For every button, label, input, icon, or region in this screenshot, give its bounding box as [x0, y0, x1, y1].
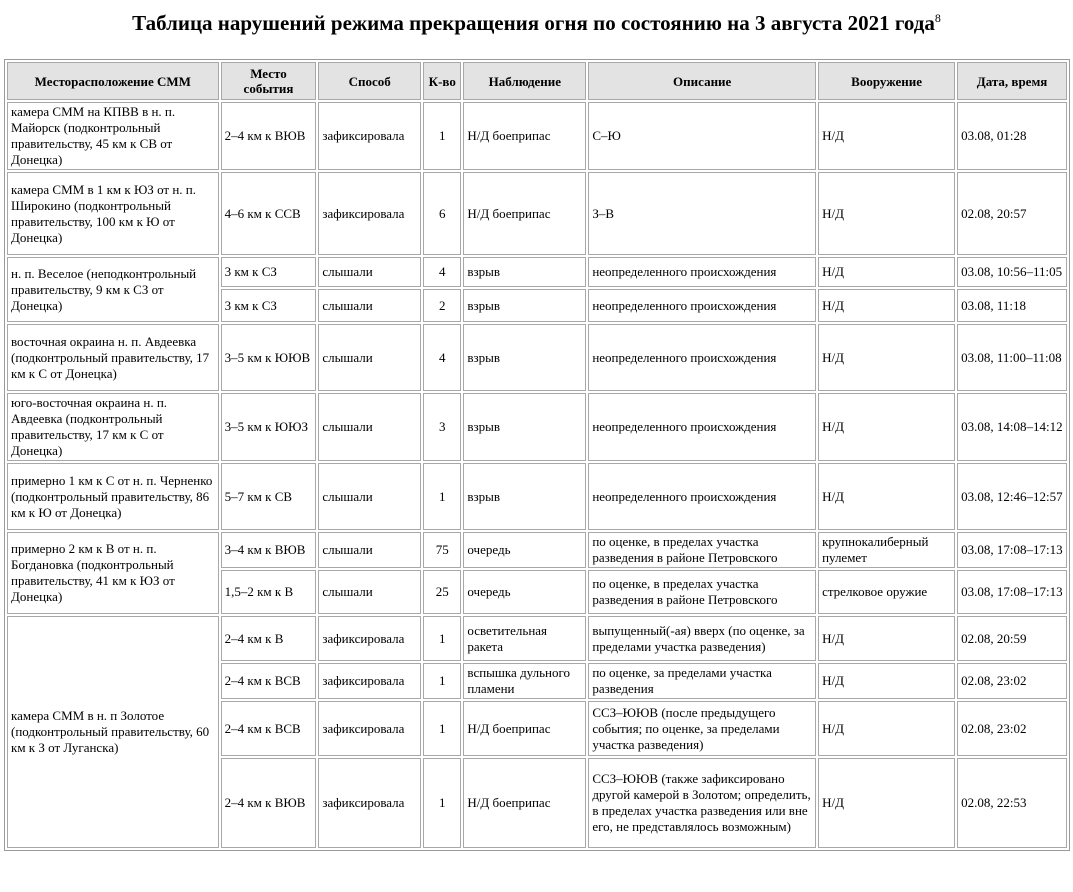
table-row — [7, 393, 1067, 461]
cell-location: камера СММ в н. п Золотое (подконтрольный правительству, 60 км к З от Луганска) — [7, 616, 219, 848]
cell-observation: взрыв — [463, 324, 586, 391]
cell-count: 1 — [423, 758, 461, 848]
cell-place: 2–4 км к ВСВ — [221, 663, 317, 699]
header-method: Способ — [318, 62, 421, 100]
cell-description: ССЗ–ЮЮВ (также зафиксировано другой камерой в Золотом; определить, в пределах участка разведения или вне его, не представлялось возможным) — [588, 758, 816, 848]
cell-observation: взрыв — [463, 463, 586, 530]
table-header-row — [7, 62, 1067, 100]
footnote-marker[interactable]: 8 — [934, 11, 941, 25]
cell-description: неопределенного происхождения — [588, 463, 816, 530]
cell-observation: взрыв — [463, 257, 586, 287]
cell-method: зафиксировала — [318, 758, 421, 848]
cell-place: 5–7 км к СВ — [221, 463, 317, 530]
table-row — [7, 102, 1067, 170]
header-datetime: Дата, время — [957, 62, 1067, 100]
cell-method: зафиксировала — [318, 663, 421, 699]
cell-count: 6 — [423, 172, 461, 255]
cell-observation: очередь — [463, 570, 586, 614]
page-title — [0, 10, 1073, 36]
header-weapon: Вооружение — [818, 62, 955, 100]
cell-location: примерно 2 км к В от н. п. Богдановка (подконтрольный правительству, 41 км к ЮЗ от Донецка) — [7, 532, 219, 614]
cell-method: слышали — [318, 289, 421, 322]
cell-place: 3–4 км к ВЮВ — [221, 532, 317, 568]
cell-weapon: Н/Д — [818, 172, 955, 255]
cell-method: слышали — [318, 257, 421, 287]
cell-count: 1 — [423, 663, 461, 699]
cell-count: 4 — [423, 257, 461, 287]
table-body — [7, 102, 1067, 848]
cell-description: неопределенного происхождения — [588, 393, 816, 461]
cell-observation: Н/Д боеприпас — [463, 758, 586, 848]
cell-method: зафиксировала — [318, 102, 421, 170]
cell-count: 3 — [423, 393, 461, 461]
cell-weapon: Н/Д — [818, 324, 955, 391]
cell-place: 2–4 км к ВСВ — [221, 701, 317, 756]
cell-observation: очередь — [463, 532, 586, 568]
cell-place: 3–5 км к ЮЮЗ — [221, 393, 317, 461]
cell-description: неопределенного происхождения — [588, 257, 816, 287]
header-count: К-во — [423, 62, 461, 100]
cell-datetime: 03.08, 14:08–14:12 — [957, 393, 1067, 461]
cell-weapon: Н/Д — [818, 289, 955, 322]
cell-weapon: Н/Д — [818, 663, 955, 699]
cell-description: неопределенного происхождения — [588, 289, 816, 322]
cell-method: зафиксировала — [318, 172, 421, 255]
cell-method: слышали — [318, 570, 421, 614]
cell-weapon: Н/Д — [818, 257, 955, 287]
cell-count: 1 — [423, 463, 461, 530]
cell-place: 2–4 км к ВЮВ — [221, 758, 317, 848]
cell-observation: Н/Д боеприпас — [463, 701, 586, 756]
cell-observation: осветительная ракета — [463, 616, 586, 661]
cell-weapon: Н/Д — [818, 758, 955, 848]
cell-description: по оценке, в пределах участка разведения в районе Петровского — [588, 570, 816, 614]
table-row — [7, 532, 1067, 568]
cell-datetime: 03.08, 11:00–11:08 — [957, 324, 1067, 391]
cell-method: слышали — [318, 393, 421, 461]
cell-datetime: 03.08, 10:56–11:05 — [957, 257, 1067, 287]
cell-count: 1 — [423, 616, 461, 661]
cell-place: 2–4 км к В — [221, 616, 317, 661]
cell-description: З–В — [588, 172, 816, 255]
cell-method: зафиксировала — [318, 616, 421, 661]
cell-description: по оценке, в пределах участка разведения в районе Петровского — [588, 532, 816, 568]
cell-description: выпущенный(-ая) вверх (по оценке, за пределами участка разведения) — [588, 616, 816, 661]
cell-location: камера СММ в 1 км к ЮЗ от н. п. Широкино (подконтрольный правительству, 100 км к Ю от Донецка) — [7, 172, 219, 255]
cell-datetime: 02.08, 23:02 — [957, 663, 1067, 699]
violations-table — [4, 59, 1070, 851]
cell-weapon: Н/Д — [818, 701, 955, 756]
cell-location: примерно 1 км к С от н. п. Черненко (подконтрольный правительству, 86 км к Ю от Донецка) — [7, 463, 219, 530]
cell-place: 2–4 км к ВЮВ — [221, 102, 317, 170]
cell-place: 4–6 км к ССВ — [221, 172, 317, 255]
cell-method: слышали — [318, 324, 421, 391]
cell-method: слышали — [318, 532, 421, 568]
table-row — [7, 463, 1067, 530]
cell-count: 25 — [423, 570, 461, 614]
cell-count: 75 — [423, 532, 461, 568]
cell-count: 4 — [423, 324, 461, 391]
cell-description: ССЗ–ЮЮВ (после предыдущего события; по оценке, за пределами участка разведения) — [588, 701, 816, 756]
table-row — [7, 172, 1067, 255]
cell-datetime: 03.08, 12:46–12:57 — [957, 463, 1067, 530]
cell-observation: Н/Д боеприпас — [463, 172, 586, 255]
cell-count: 1 — [423, 701, 461, 756]
header-place: Место события — [221, 62, 317, 100]
cell-place: 3–5 км к ЮЮВ — [221, 324, 317, 391]
cell-observation: взрыв — [463, 289, 586, 322]
cell-method: зафиксировала — [318, 701, 421, 756]
cell-weapon: Н/Д — [818, 616, 955, 661]
cell-weapon: Н/Д — [818, 393, 955, 461]
cell-location: восточная окраина н. п. Авдеевка (подконтрольный правительству, 17 км к С от Донецка) — [7, 324, 219, 391]
cell-datetime: 02.08, 23:02 — [957, 701, 1067, 756]
cell-place: 1,5–2 км к В — [221, 570, 317, 614]
cell-datetime: 02.08, 20:57 — [957, 172, 1067, 255]
cell-method: слышали — [318, 463, 421, 530]
table-row — [7, 257, 1067, 287]
cell-datetime: 02.08, 20:59 — [957, 616, 1067, 661]
cell-datetime: 03.08, 11:18 — [957, 289, 1067, 322]
cell-observation: вспышка дульного пламени — [463, 663, 586, 699]
cell-count: 1 — [423, 102, 461, 170]
header-location: Месторасположение СММ — [7, 62, 219, 100]
cell-weapon: крупнокалиберный пулемет — [818, 532, 955, 568]
header-description: Описание — [588, 62, 816, 100]
cell-location: н. п. Веселое (неподконтрольный правительству, 9 км к СЗ от Донецка) — [7, 257, 219, 322]
cell-weapon: стрелковое оружие — [818, 570, 955, 614]
cell-location: камера СММ на КПВВ в н. п. Майорск (подконтрольный правительству, 45 км к СВ от Донецка) — [7, 102, 219, 170]
cell-place: 3 км к СЗ — [221, 289, 317, 322]
cell-description: С–Ю — [588, 102, 816, 170]
cell-datetime: 03.08, 17:08–17:13 — [957, 570, 1067, 614]
header-observation: Наблюдение — [463, 62, 586, 100]
cell-description: по оценке, за пределами участка разведения — [588, 663, 816, 699]
table-row — [7, 324, 1067, 391]
cell-datetime: 03.08, 17:08–17:13 — [957, 532, 1067, 568]
cell-weapon: Н/Д — [818, 463, 955, 530]
cell-datetime: 03.08, 01:28 — [957, 102, 1067, 170]
cell-observation: взрыв — [463, 393, 586, 461]
cell-location: юго-восточная окраина н. п. Авдеевка (подконтрольный правительству, 17 км к С от Донецка) — [7, 393, 219, 461]
cell-count: 2 — [423, 289, 461, 322]
cell-datetime: 02.08, 22:53 — [957, 758, 1067, 848]
cell-observation: Н/Д боеприпас — [463, 102, 586, 170]
table-row — [7, 616, 1067, 661]
cell-description: неопределенного происхождения — [588, 324, 816, 391]
cell-place: 3 км к СЗ — [221, 257, 317, 287]
cell-weapon: Н/Д — [818, 102, 955, 170]
title-text: Таблица нарушений режима прекращения огня по состоянию на 3 августа 2021 года — [132, 11, 935, 35]
